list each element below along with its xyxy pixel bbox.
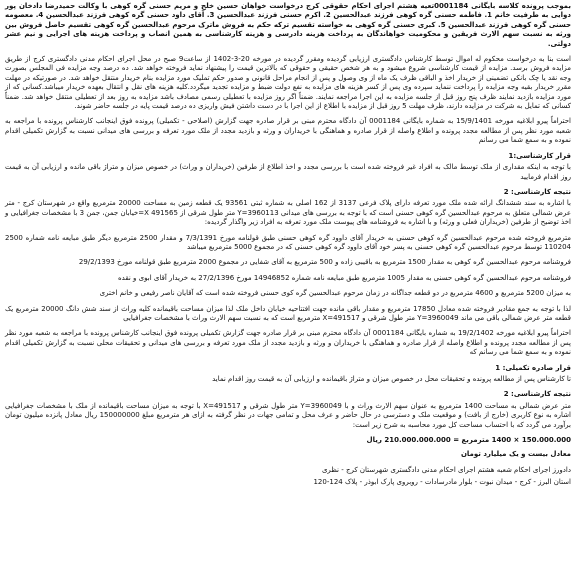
office-address: استان البرز - کرج - میدان نبوت - بلوار مادرسادات - روبروی پارک ابوذر - پلاک 124-120 — [313, 478, 571, 487]
valuation-text: متر عرض شمالی به مساحت 1400 مترمربع به عنوان سهم الارث وراث و با Y=3960049 متر طول شرقی و X=491517 با توجه به میزان مساحت باقیمانده از ملک با مشخصات جغرافیایی اشاره به نوع کاربری (خارج از بافت) و موقعیت ملک و دسترسی در حال حاضر و عرف محل و تمامی جهات در نظر گرفته به ازای هر مترمربع مبلغ 150000000 ریال معادل پانزده میلیون تومان برآورد می گردد که با احتساب مساحت کل مورد محاسبه به شرح زیر است: — [5, 401, 571, 429]
office-signature: دادورز اجرای احکام شعبه هشتم اجرای احکام مدنی دادگستری شهرستان کرج - نظری — [321, 465, 571, 474]
sale-item-2: فروشنامه مرحوم عبدالحسین گره کوهی به مقدار 1500 مترمربع به باقیبی زاده و 500 مترمربع به آقای شفایی در مجموع 2000 مترمربع طبق قولنامه مورخ 29/2/1393 — [78, 258, 571, 267]
remaining-area-text: لذا با توجه به جمع مقادیر فروخته شده معادل 17850 مترمربع و مقدار باقی مانده جهت افتتاحیه خیابان داخل ملک لذا میزان مساحت باقیمانده کلیه وراث از سند شش دانگ 20000 مترمربع یک قطعه متر عرض شمالی باقی می ماند Y=3960049 متر طول شرقی و X=491517 مترمربع است که به نسبت سهم الارث وراث با مشخصات جغرافیایی — [5, 304, 571, 322]
section-heading-order-2: قرار صادره تکمیلی: 1 — [495, 363, 571, 372]
section-heading-order-1: قرار کارشناسی:1 — [508, 151, 571, 160]
supplementary-report-intro: احتراماً پیرو ابلاغیه مورخه 19/2/1402 به شماره بایگانی 0001184 آن دادگاه محترم مبنی بر قرار صادره جهت گزارش تکمیلی پرونده فوق اینجانب کارشناس پرونده با مراجعه به شعبه مورد نظر پس از مطالعه مجدد پرونده و اطلاع واصله از قرار صادره و هماهنگی با خریداران و ورثه و بازدید مجدد از ملک مورد تعرفه و بررسی های میدانی و تحقیقات محلی نسبت به گزارش تکمیلی اقدام نموده و به سمع شما می رسانم که — [5, 329, 571, 357]
order-text-1: با توجه به اینکه مقداری از ملک توسط مالک به افراد غیر فروخته شده است با بررسی مجدد و اخذ اطلاع از طرفین (خریداران و وراث) در خصوص میزان و متراژ باقی مانده و ارزیابی آن به قیمت روز اقدام فرمایید — [5, 163, 571, 181]
section-heading-result-2: نتیجه کارشناسی: 2 — [503, 390, 571, 399]
sale-item-1: مترمربع فروخته شده مرحوم عبدالحسین گره کوهی حسنی به خریدار آقای داوود گره کوهی حسنی طبق قولنامه مورخ 7/3/1391 و مقدار 2500 مترمربع دیگر طبق مبایعه نامه شماره 2500 110204 توسط مرحوم عبدالحسین گره کوهی حسنی به پسر خود آقای داوود گره کوهی حسنی که در مجموع 5000 مترمربع میباشد — [5, 233, 571, 251]
auction-terms: است بنا به درخواست محکوم له اموال توسط کارشناس دادگستری ارزیابی گردیده ومقرر گردیده در مورخه 20-3-1402 از ساعت9 صبح در محل اجرای احکام مدنی دادگستری کرج از طریق مزایده فروش برسد. مزایده از قیمت کارشناسی شروع میشود و به هر شخص حقیقی و حقوقی که بالاترین قیمت را پیشنهاد نماید فروخته خواهد شد. ده درصد وجه مزایده فی المجلس بصورت وجه نقد یا چک بانکی تضمینی از خریدار اخذ و الباقی ظرف یک ماه از وی وصول و پس از انجام مراحل قانونی و صدور حکم تملیک مورد مزایده بنام خریدار منتقل خواهد شد. در صورتیکه در مهلت مقرر خریدار بقیه وجه مزایده را پرداخت ننماید سپرده وی پس از کسر هزینه های مزایده به نفع دولت ضبط و مزایده تجدید میگردد.کلیه هزینه های نقل و انتقال بعهده خریدار میباشد.کسانی که از مورد مزایده بازدید نمایند ظرف پنج روز قبل از جلسه مزایده به این اجرا مراجعه نمایند. ضمناً اگر روز مزایده با تعطیلی رسمی مصادف باشد مزایده به روز بعد از تعطیلی منتقل خواهد شد. ضمناً کسانی که تمایل به شرکت در مزایده دارند، ظرف مهلت 5 روز قبل از مزایده با اطلاع از این اجرا با در دست داشتن فیش واریزی ده درصد قیمت پایه در جلسه حاضر شوند. — [5, 55, 571, 111]
property-description: با اشاره به سند ششدانگ ارائه شده ملک مورد تعرفه دارای پلاک فرعی 3137 از 162 اصلی به شماره ثبتی 93561 یک قطعه زمین به مساحت 20000 مترمربع واقع در شهرستان کرج - متر عرض شمالی متعلق به مرحوم عبدالحسین گره کوهی حسنی است که با توجه به بررسی های میدانی Y=3960113 متر طول شرقی از 491565 X=خیابان جمن، جمن 3 با مشخصات جغرافیایی و اخذ توضیح از طرفین (خریداران فعلی و ورثه) و با اشاره به فروشنامه های پیوست ملک مورد تعرفه به افراد زیر واگذار گردیده: — [5, 199, 571, 227]
sale-item-4: به میزان 5200 مترمربع و 4600 مترمربع در دو قطعه جداگانه در زمان مرحوم عبدالحسین گره کوی حسنی فروخته شده است که آقایان ناصر رفیعی و خانم اختری — [99, 289, 571, 298]
expert-report-intro: احتراماً پیرو ابلاغیه مورخه 15/9/1401 به شماره بایگانی 0001184 آن دادگاه محترم مبنی بر قرار صادره جهت گزارش (اصلاحی - تکمیلی) پرونده فوق اینجانب کارشناس پرونده با مراجعه به شعبه مورد نظر پس از مطالعه مجدد پرونده و اطلاع واصله از قرار صادره و هماهنگی با خریداران و ورثه و بازدید مجدد از ملک مورد تعرفه و بررسی های میدانی نسبت به گزارش تکمیلی اقدام نموده و به سمع شما می رسانم — [5, 117, 571, 145]
valuation-total: معادل بیست و یک میلیارد تومان — [460, 450, 571, 459]
notice-intro: بموجب پرونده کلاسه بایگانی 0001184تعیه هشتم اجرای احکام حقوقی کرج درخواست خواهان حسین خلج و مریم حسنی گره کوهی با وکالت حمیدرضا دادخان پور دوایی به طرفیت خانم 1. فاطمه حسنی گره کوهی فرزند عبدالحسین 2. اکرم حسنی فرزند عبدالحسین 3. آقای داود حسنی گره کوهی فرزند عبدالحسین 4. معصومه حسنی گره کوهی فرزند عبدالحسین 5. کبری حسنی گره کوهی به خواسته تقسیم ترکه حکم به فروش ماترک مرحوم عبدالحسین گره کوهی تقسیم حاصل فروش بین ورثه به نسبت سهم الارث فریقین و محکومیت خواهاندگان به پرداخت هزینه دادرسی و هزینه کارشناسی به همین انصاب و پرداخت هزینه های اجرایی و نیم عشر دولتی. — [5, 2, 572, 48]
auction-notice — [5, 0, 571, 488]
valuation-formula: 150.000.000 × 1400 مترمربع = 210.000.000.000 ریال — [366, 436, 571, 445]
sale-item-3: فروشنامه مرحوم عبدالحسین گره کوهی حسنی به مقدار 1005 مترمربع طبق مبایعه نامه شماره 14946852 مورخ 27/2/1396 به خریدار آقای ابوی و نقده — [117, 273, 571, 282]
section-heading-result-1: نتیجه کارشناسی: 2 — [503, 187, 571, 196]
order-text-2: تا کارشناس پس از مطالعه پرونده و تحقیقات محل در خصوص میزان و متراژ باقیمانده و ارزیابی آن به قیمت روز اقدام نماید — [212, 375, 571, 383]
